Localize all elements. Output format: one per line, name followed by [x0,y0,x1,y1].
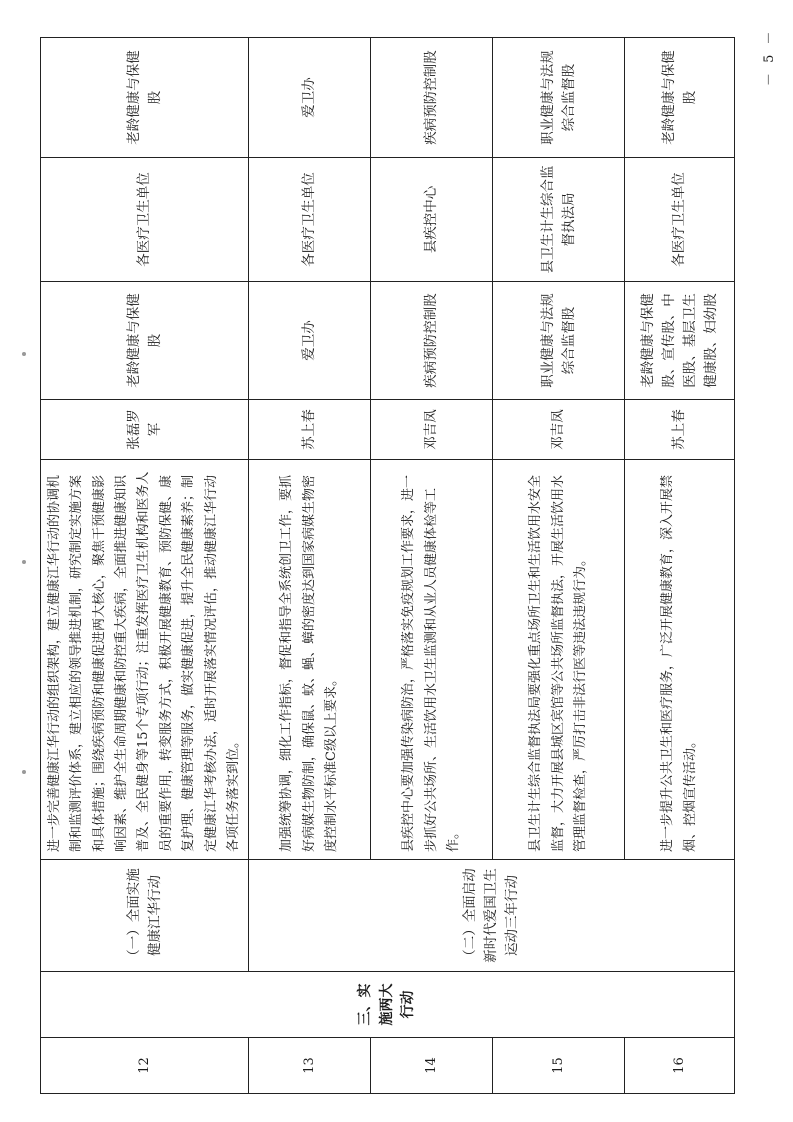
scan-speck [22,560,26,564]
supervisor-cell: 爱卫办 [249,38,371,158]
task-cell: 进一步完善健康江华行动的组织架构，建立健康江华行动的协调机制和监测评价体系，建立相应的领导推进机制，研究制定实施方案和具体措施；围绕疾病预防和健康促进两大核心，聚焦干预健康影响因素、维护全生命周期健康和防控重大疾病，全面推进健康知识普及、全民健身等15个专项行动；注重发挥医疗卫生机构和医务人员的重要作用，转变服务方式，积极开展健康教育、预防保健、康复护理、健康管理等服务，做实健康促进，提升全民健康素养；制定健康江华考核办法，适时开展落实情况评估，推动健康江华行动各项任务落实到位。 [41,460,249,860]
lead-unit-cell: 疾病预防控制股 [371,282,493,400]
supervisor-cell: 老龄健康与保健股 [41,38,249,158]
supervisor-cell: 职业健康与法规综合监督股 [493,38,625,158]
task-table [40,37,735,1094]
task-cell: 县卫生计生综合监督执法局要强化重点场所卫生和生活饮用水安全监督，大力开展县城区宾馆等公共场所监督执法，开展生活饮用水管理监督检查，严厉打击非法行医等违法违规行为。 [493,460,625,860]
row-number: 16 [625,1038,735,1094]
task-cell: 加强统筹协调，细化工作指标，督促和指导全系统创卫工作，要抓好病媒生物防制，确保鼠、蚊、蝇、蟑的密度达到国家病媒生物密度控制水平标准C级以上要求。 [249,460,371,860]
table-row [249,38,371,1094]
leader-cell: 邓吉凤 [493,400,625,460]
action-cell: （一）全面实施健康江华行动 [41,860,249,972]
participants-cell: 各医疗卫生单位 [625,158,735,282]
category-cell: 三、实施两大行动 [41,972,735,1038]
page-number: － 5 － [762,28,777,86]
table-row [41,38,249,1094]
scan-speck [22,770,26,774]
action-cell: （二）全面启动新时代爱国卫生运动三年行动 [249,860,735,972]
participants-cell: 各医疗卫生单位 [41,158,249,282]
leader-cell: 苏上春 [249,400,371,460]
participants-cell: 各医疗卫生单位 [249,158,371,282]
lead-unit-cell: 老龄健康与保健股、宣传股、中医股、基层卫生健康股、妇幼股 [625,282,735,400]
lead-unit-cell: 爱卫办 [249,282,371,400]
leader-cell: 邓吉凤 [371,400,493,460]
scan-speck [22,352,26,356]
lead-unit-cell: 老龄健康与保健股 [41,282,249,400]
lead-unit-cell: 职业健康与法规综合监督股 [493,282,625,400]
row-number: 15 [493,1038,625,1094]
task-cell: 县疾控中心要加强传染病防治，严格落实免疫规划工作要求，进一步抓好公共场所、生活饮用水卫生监测和从业人员健康体检等工作。 [371,460,493,860]
row-number: 12 [41,1038,249,1094]
leader-cell: 张磊罗军 [41,400,249,460]
row-number: 14 [371,1038,493,1094]
supervisor-cell: 老龄健康与保健股 [625,38,735,158]
row-number: 13 [249,1038,371,1094]
task-cell: 进一步提升公共卫生和医疗服务，广泛开展健康教育，深入开展禁烟、控烟宣传活动。 [625,460,735,860]
leader-cell: 苏上春 [625,400,735,460]
participants-cell: 县疾控中心 [371,158,493,282]
participants-cell: 县卫生计生综合监督执法局 [493,158,625,282]
supervisor-cell: 疾病预防控制股 [371,38,493,158]
